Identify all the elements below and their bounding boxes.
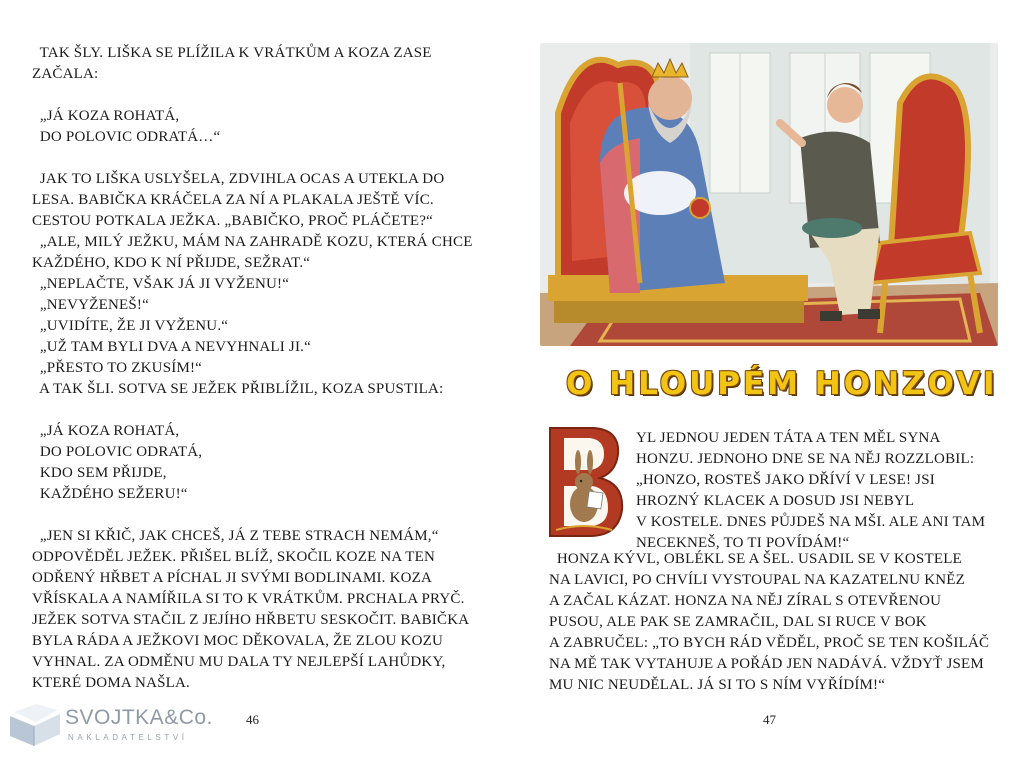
publisher-name: SVOJTKA&Co. <box>65 706 213 729</box>
story-body-text <box>549 549 999 696</box>
text-line: „NEVYŽENEŠ!“ <box>32 297 149 313</box>
text-line: „UŽ TAM BYLI DVA A NEVYHNALI JI.“ <box>32 339 311 355</box>
text-line: PUSOU, ALE PAK SE ZAMRAČIL, DAL SI RUCE V BOK <box>549 614 927 630</box>
text-line: „NEPLAČTE, VŠAK JÁ JI VYŽENU!“ <box>32 276 290 292</box>
text-line: V KOSTELE. DNES PŮJDEŠ NA MŠI. ALE ANI TAM <box>636 514 986 530</box>
text-line: „ALE, MILÝ JEŽKU, MÁM NA ZAHRADĚ KOZU, KTERÁ CHCE <box>32 234 473 250</box>
verse-line: „JÁ KOZA ROHATÁ, <box>32 423 180 439</box>
text-line: NA MĚ TAK VYTAHUJE A POŘÁD JEN NADÁVÁ. VŽDYŤ JSEM <box>549 656 984 672</box>
verse-line: DO POLOVIC ODRATÁ…“ <box>32 129 221 145</box>
story-intro-text <box>636 428 996 554</box>
text-line: HONZA KÝVL, OBLÉKL SE A ŠEL. USADIL SE V KOSTELE <box>549 551 962 567</box>
text-line: „PŘESTO TO ZKUSÍM!“ <box>32 360 203 376</box>
text-line: „JEN SI KŘIČ, JAK CHCEŠ, JÁ Z TEBE STRACH NEMÁM,“ <box>32 528 439 544</box>
left-page-text <box>32 43 482 694</box>
text-line: A ZABRUČEL: „TO BYCH RÁD VĚDĚL, PROČ SE TEN KOŠILÁČ <box>549 635 990 651</box>
text-line: JAK TO LIŠKA USLYŠELA, ZDVIHLA OCAS A UTEKLA DO <box>32 171 445 187</box>
text-line: A TAK ŠLI. SOTVA SE JEŽEK PŘIBLÍŽIL, KOZA SPUSTILA: <box>32 381 444 397</box>
text-line: HONZU. JEDNOHO DNE SE NA NĚJ ROZZLOBIL: <box>636 451 975 467</box>
text-line: ODŘENÝ HŘBET A PÍCHAL JI SVÝMI BODLINAMI. KOZA <box>32 570 433 586</box>
verse-line: KDO SEM PŘIJDE, <box>32 465 167 481</box>
text-line: „HONZO, ROSTEŠ JAKO DŘÍVÍ V LESE! JSI <box>636 472 935 488</box>
text-line: JEŽEK SOTVA STAČIL Z JEJÍHO HŘBETU SESKOČIT. BABIČKA <box>32 612 470 628</box>
text-line: TAK ŠLY. LIŠKA SE PLÍŽILA K VRÁTKŮM A KOZA ZASE <box>32 45 432 61</box>
publisher-logo <box>8 704 213 752</box>
text-line: „UVIDÍTE, ŽE JI VYŽENU.“ <box>32 318 229 334</box>
verse-line: „JÁ KOZA ROHATÁ, <box>32 108 180 124</box>
verse-line: KAŽDÉHO SEŽERU!“ <box>32 486 188 502</box>
text-line: YL JEDNOU JEDEN TÁTA A TEN MĚL SYNA <box>636 430 941 446</box>
hare-drop-cap-icon <box>546 426 626 538</box>
text-line: NECEKNEŠ, TO TI POVÍDÁM!“ <box>636 535 850 551</box>
text-line: HROZNÝ KLACEK A DOSUD JSI NEBYL <box>636 493 915 509</box>
text-line: BYLA RÁDA A JEŽKOVI MOC DĚKOVALA, ŽE ZLOU KOZU <box>32 633 443 649</box>
text-line: ODPOVĚDĚL JEŽEK. PŘIŠEL BLÍŽ, SKOČIL KOZE NA TEN <box>32 549 436 565</box>
text-line: ZAČALA: <box>32 66 99 82</box>
text-line: NA LAVICI, PO CHVÍLI VYSTOUPAL NA KAZATELNU KNĚZ <box>549 572 965 588</box>
page-number-right: 47 <box>763 712 776 727</box>
text-line: LESA. BABIČKA KRÁČELA ZA NÍ A PLAKALA JEŠTĚ VÍC. <box>32 192 434 208</box>
text-line: KTERÉ DOMA NAŠLA. <box>32 675 190 691</box>
story-title: O HLOUPÉM HONZOVI <box>566 366 998 402</box>
verse-line: DO POLOVIC ODRATÁ, <box>32 444 203 460</box>
text-line: MU NIC NEUDĚLAL. JÁ SI TO S NÍM VYŘÍDÍM!“ <box>549 677 886 693</box>
king-and-honza-illustration <box>540 43 998 346</box>
text-line: CESTOU POTKALA JEŽKA. „BABIČKO, PROČ PLÁČETE?“ <box>32 213 434 229</box>
text-line: A ZAČAL KÁZAT. HONZA NA NĚJ ZÍRAL S OTEVŘENOU <box>549 593 942 609</box>
page-number-left: 46 <box>246 712 259 727</box>
text-line: VYHNAL. ZA ODMĚNU MU DALA TY NEJLEPŠÍ LAHŮDKY, <box>32 654 446 670</box>
text-line: VŘÍSKALA A NAMÍŘILA SI TO K VRÁTKŮM. PRCHALA PRYČ. <box>32 591 465 607</box>
book-logo-icon <box>8 704 62 748</box>
publisher-subtitle: NAKLADATELSTVÍ <box>68 733 188 742</box>
text-line: KAŽDÉHO, KDO K NÍ PŘIJDE, SEŽRAT.“ <box>32 255 311 271</box>
